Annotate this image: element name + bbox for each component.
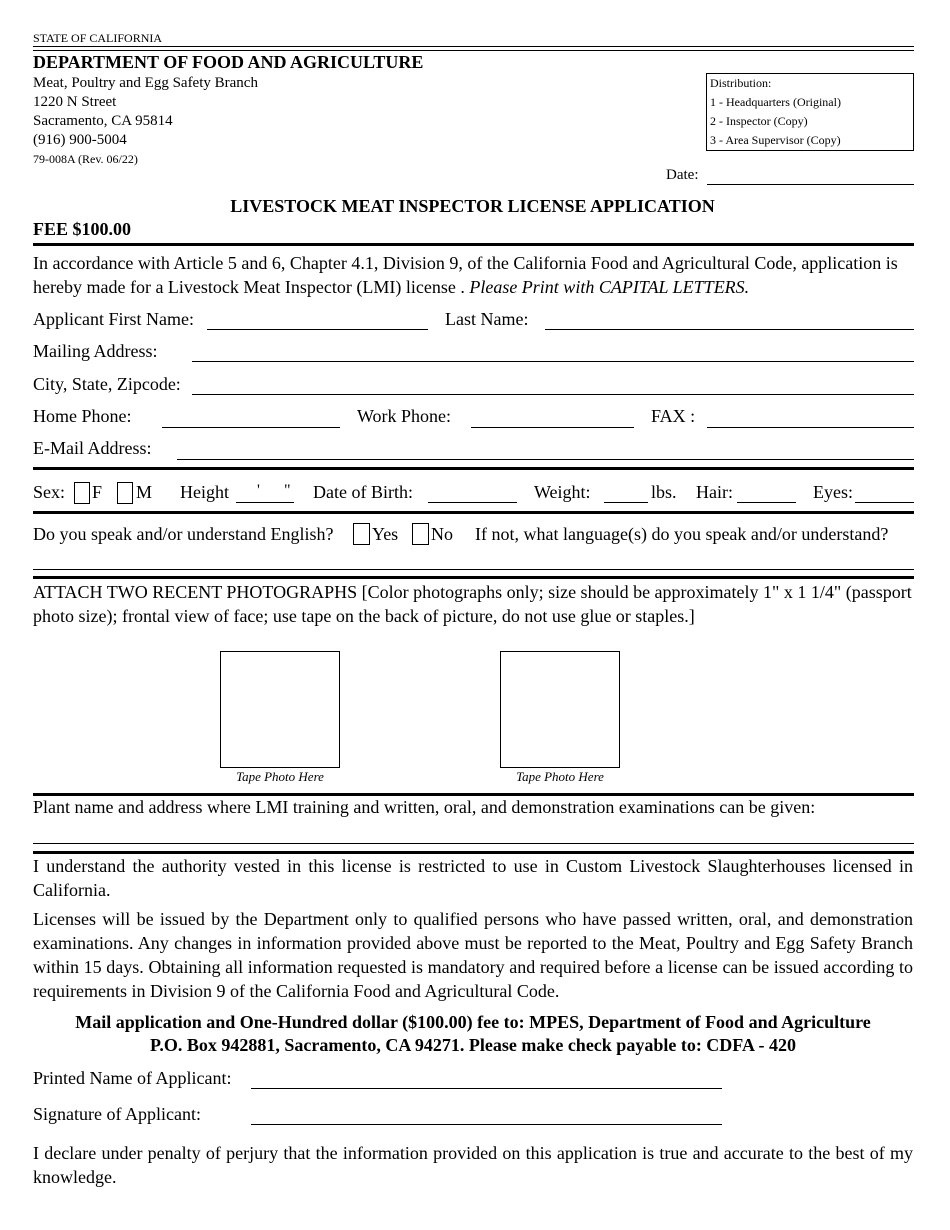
sex-male-label: M [136,482,153,502]
weight-line [604,502,648,503]
work-phone-line [471,427,634,428]
eyes-line [855,502,914,503]
weight-label: Weight: [534,482,591,502]
photo-caption-1: Tape Photo Here [236,769,324,784]
phone-number: (916) 900-5004 [33,132,127,148]
distribution-item: 2 - Inspector (Copy) [710,114,808,128]
dob-line [428,502,517,503]
print-capitals-note: Please Print with CAPITAL LETTERS. [469,277,750,297]
fax-label: FAX : [651,406,696,426]
eyes-label: Eyes: [813,482,853,502]
photo-caption-2: Tape Photo Here [516,769,604,784]
photo-box-2[interactable] [500,651,620,768]
last-name-label: Last Name: [445,309,529,329]
hair-label: Hair: [696,482,733,502]
date-line [707,184,914,185]
dob-label: Date of Birth: [313,482,413,502]
signature-label: Signature of Applicant: [33,1104,201,1124]
last-name-line [545,329,914,330]
height-label: Height [180,482,229,502]
mail-instructions-line-2: P.O. Box 942881, Sacramento, CA 94271. Please make check payable to: CDFA - 420 [150,1035,796,1055]
form-title: LIVESTOCK MEAT INSPECTOR LICENSE APPLICATION [230,196,715,216]
height-line [236,502,294,503]
email-label: E-Mail Address: [33,438,152,458]
mailing-address-label: Mailing Address: [33,341,158,361]
plant-line [33,843,914,844]
city-state-zip-label: City, State, Zipcode: [33,374,181,394]
department-name: DEPARTMENT OF FOOD AND AGRICULTURE [33,52,424,72]
printed-name-label: Printed Name of Applicant: [33,1068,232,1088]
eyes-input[interactable] [857,483,912,501]
section-rule [33,793,914,796]
fee-label: FEE $100.00 [33,219,132,239]
header-rule-bottom [33,50,914,51]
hair-input[interactable] [739,483,794,501]
home-phone-input[interactable] [164,407,338,426]
hair-line [737,502,796,503]
first-name-line [207,329,428,330]
distribution-item: 1 - Headquarters (Original) [710,95,841,109]
perjury-declaration: I declare under penalty of perjury that the information provided on this application is true and accurate to the best of my knowledge. [33,1143,913,1187]
height-inches-mark: " [284,482,291,499]
section-rule [33,467,914,470]
work-phone-label: Work Phone: [357,406,452,426]
intro-paragraph [33,251,913,299]
section-rule [33,243,914,246]
email-input[interactable] [179,439,912,458]
section-rule [33,576,914,579]
section-rule [33,569,914,570]
home-phone-line [162,427,340,428]
english-no-checkbox[interactable] [412,523,429,545]
email-line [177,459,914,460]
city-state-zip-line [192,394,914,395]
weight-input[interactable] [606,483,646,501]
work-phone-input[interactable] [473,407,632,426]
lbs-label: lbs. [651,482,677,502]
english-question: Do you speak and/or understand English? [33,524,334,544]
photo-box-1[interactable] [220,651,340,768]
sex-female-label: F [92,482,103,502]
english-yes-label: Yes [372,524,399,544]
other-language-input[interactable] [35,549,912,567]
section-rule [33,511,914,514]
form-number: 79-008A (Rev. 06/22) [33,152,138,166]
city-state-zip-input[interactable] [194,374,912,393]
mail-instructions-line-1: Mail application and One-Hundred dollar ($100.00) fee to: MPES, Department of Food and Agriculture [75,1012,871,1032]
distribution-title: Distribution: [710,76,772,90]
distribution-item: 3 - Area Supervisor (Copy) [710,133,841,147]
fax-input[interactable] [709,407,912,426]
plant-label: Plant name and address where LMI training and written, oral, and demonstration examinations can be given: [33,797,816,817]
sex-female-checkbox[interactable] [74,482,90,504]
intro-text: In accordance with Article 5 and 6, Chapter 4.1, Division 9, of the California Food and Agricultural Code, application is hereby made for a Livestock Meat Inspector (LMI) license . [33,253,898,297]
plant-input[interactable] [35,823,912,841]
signature-line [251,1124,722,1125]
first-name-input[interactable] [209,309,426,328]
sex-label: Sex: [33,482,66,502]
mailing-address-line [192,361,914,362]
issuance-paragraph: Licenses will be issued by the Department only to qualified persons who have passed written, oral, and demonstration examinations. Any changes in information provided above must be reported to the Meat, Poultry and Egg Safety Branch within 15 days. Obtaining all information requested is mandatory and required before a license can be issued according to requirements in Division 9 of the California Food and Agricultural Code. [33,909,913,1001]
date-input[interactable] [709,165,912,183]
distribution-box [706,73,914,151]
street-address: 1220 N Street [33,94,117,110]
english-no-label: No [431,524,453,544]
printed-name-input[interactable] [253,1068,720,1087]
other-language-question: If not, what language(s) do you speak and/or understand? [475,524,889,544]
city-address: Sacramento, CA 95814 [33,113,173,129]
header-rule-top [33,46,914,47]
printed-name-line [251,1088,722,1089]
height-feet-mark: ' [257,482,260,499]
authority-paragraph: I understand the authority vested in this license is restricted to use in Custom Livestock Slaughterhouses licensed in California. [33,856,913,900]
fax-line [707,427,914,428]
signature-input[interactable] [253,1104,720,1123]
english-yes-checkbox[interactable] [353,523,370,545]
sex-male-checkbox[interactable] [117,482,133,504]
date-label: Date: [666,167,699,183]
dob-input[interactable] [430,483,515,501]
home-phone-label: Home Phone: [33,406,132,426]
photo-instructions: ATTACH TWO RECENT PHOTOGRAPHS [Color photographs only; size should be approximately 1" x 1 1/4" (passport photo size); frontal view of face; use tape on the back of picture, do not use glue or staples.] [33,582,912,626]
first-name-label: Applicant First Name: [33,309,194,329]
state-name: STATE OF CALIFORNIA [33,31,163,45]
mailing-address-input[interactable] [194,341,912,360]
branch-name: Meat, Poultry and Egg Safety Branch [33,75,258,91]
last-name-input[interactable] [547,309,912,328]
